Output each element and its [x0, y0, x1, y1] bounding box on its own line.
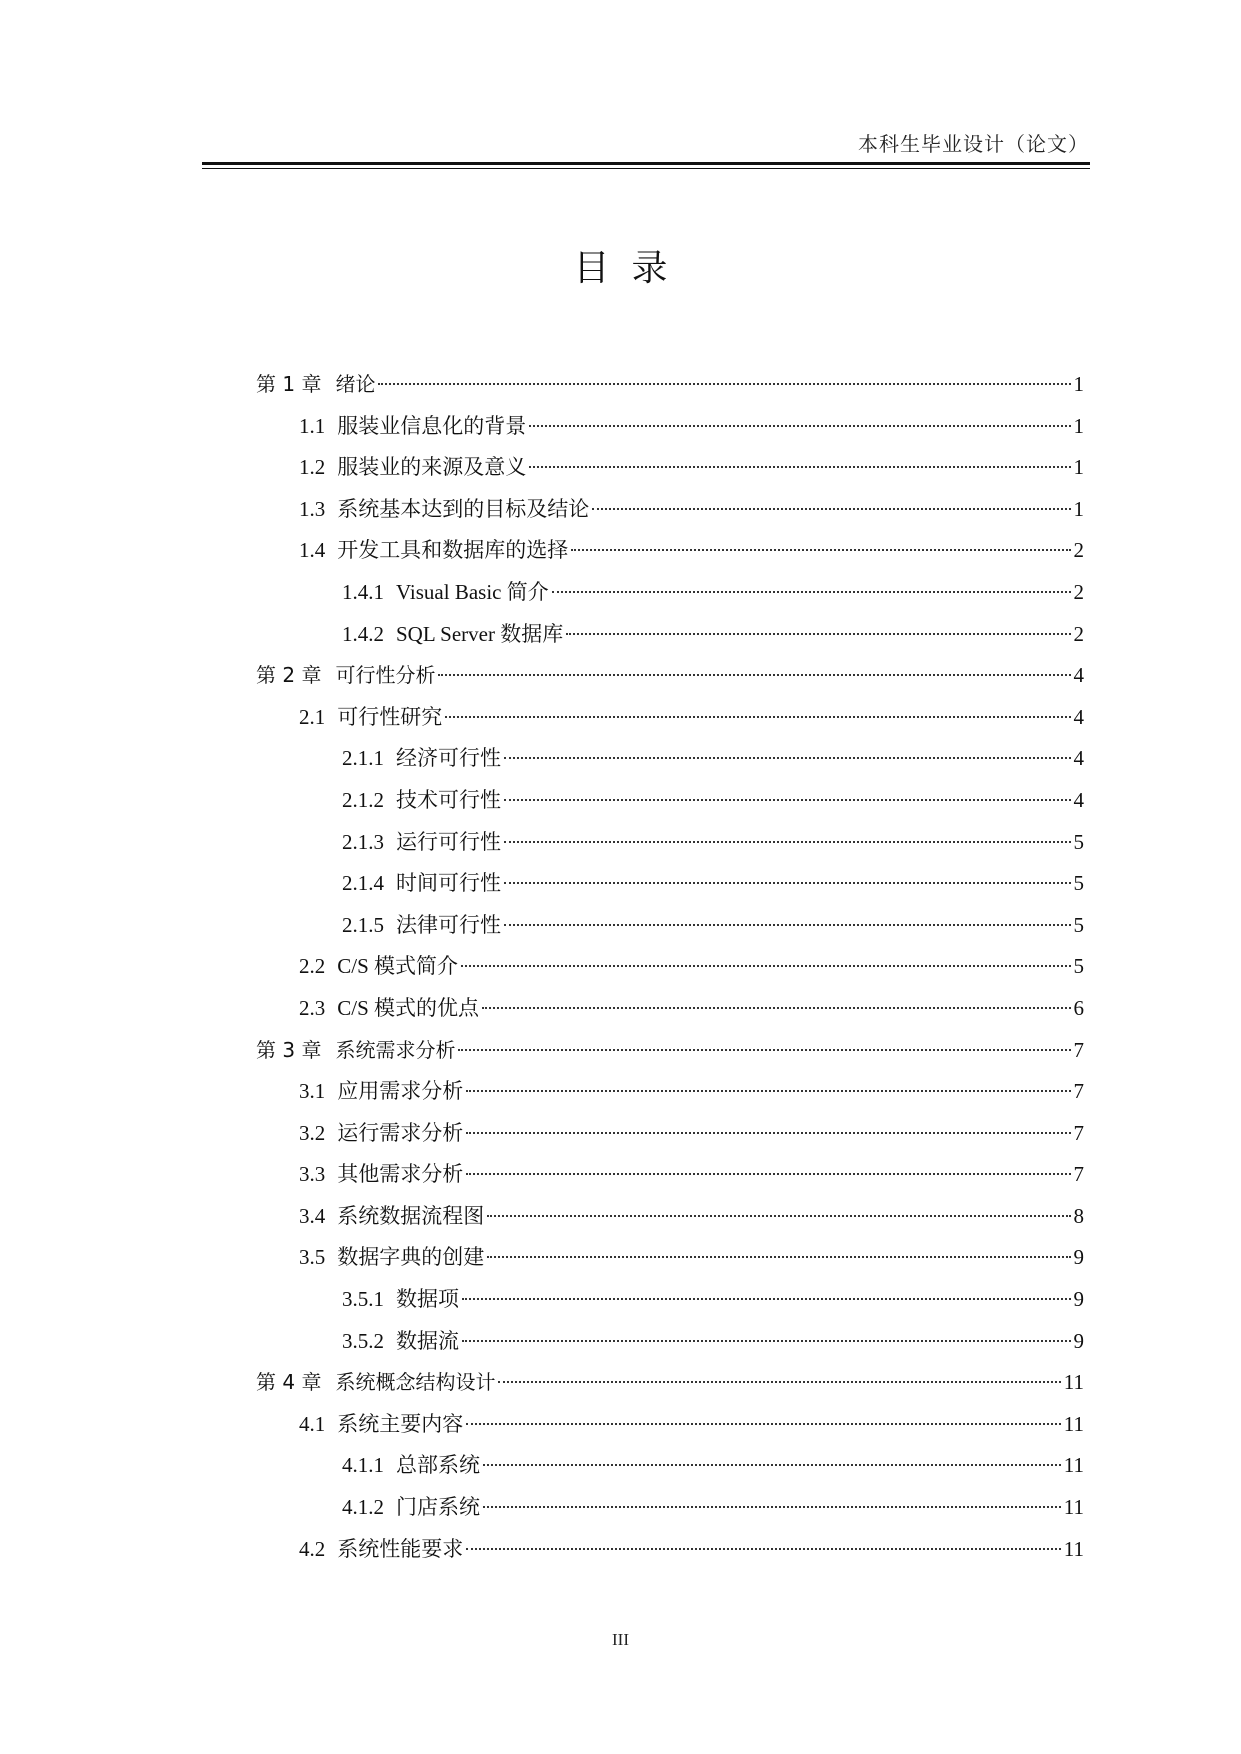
toc-section-entry[interactable] [256, 1071, 1084, 1113]
page-number: III [612, 1630, 629, 1649]
toc-subsection-entry[interactable] [256, 1321, 1084, 1363]
toc-entry-page: 1 [1073, 455, 1084, 480]
toc-entry-title: 应用需求分析 [337, 1079, 464, 1104]
toc-section-entry[interactable] [256, 1113, 1084, 1155]
toc-section-entry[interactable] [256, 447, 1084, 489]
toc-entry-number: 4.2 [299, 1536, 326, 1561]
toc-entry-number: 1.3 [299, 496, 326, 521]
toc-entry-title: 总部系统 [396, 1453, 480, 1478]
toc-entry-title: 时间可行性 [396, 871, 501, 896]
toc-entry-page: 7 [1073, 1037, 1084, 1062]
toc-leader-dots [592, 508, 1070, 510]
toc-section-entry[interactable] [256, 1154, 1084, 1196]
toc-leader-dots [529, 466, 1070, 468]
toc-entry-number: 2.1.1 [342, 746, 384, 771]
toc-entry-number: 2.1.4 [342, 871, 384, 896]
toc-subsection-entry[interactable] [256, 614, 1084, 656]
toc-leader-dots [378, 383, 1070, 385]
toc-entry-title: 可行性分析 [335, 663, 436, 688]
toc-entry-title: Visual Basic 简介 [396, 579, 549, 604]
header-rule-thick [202, 162, 1090, 165]
toc-entry-number: 第 1 章 [256, 372, 322, 396]
toc-entry-number: 1.2 [299, 455, 326, 480]
toc-entry-title: 开发工具和数据库的选择 [337, 538, 569, 563]
toc-section-entry[interactable] [256, 1237, 1084, 1279]
toc-entry-number: 2.1.3 [342, 829, 384, 854]
toc-entry-number: 3.5.1 [342, 1287, 384, 1312]
toc-subsection-entry[interactable] [256, 1445, 1084, 1487]
toc-entry-number: 第 3 章 [256, 1037, 322, 1062]
toc-leader-dots [504, 799, 1071, 801]
toc-entry-number: 2.2 [299, 954, 326, 979]
toc-entry-number: 3.1 [299, 1079, 326, 1104]
toc-entry-number: 4.1.2 [342, 1495, 384, 1520]
toc-entry-page: 7 [1073, 1120, 1084, 1145]
toc-entry-page: 9 [1073, 1328, 1084, 1353]
toc-section-entry[interactable] [256, 697, 1084, 739]
toc-section-entry[interactable] [256, 946, 1084, 988]
toc-subsection-entry[interactable] [256, 905, 1084, 947]
toc-leader-dots [487, 1215, 1070, 1217]
toc-subsection-entry[interactable] [256, 572, 1084, 614]
toc-leader-dots [571, 549, 1070, 551]
toc-entry-title: 系统需求分析 [335, 1037, 456, 1062]
toc-entry-title: 系统主要内容 [337, 1411, 464, 1436]
toc-leader-dots [504, 757, 1071, 759]
toc-section-entry[interactable] [256, 1529, 1084, 1571]
toc-entry-number: 3.5 [299, 1245, 326, 1270]
toc-entry-title: 系统性能要求 [337, 1536, 464, 1561]
toc-section-entry[interactable] [256, 1404, 1084, 1446]
toc-entry-title: 经济可行性 [396, 746, 501, 771]
toc-leader-dots [466, 1132, 1070, 1134]
toc-entry-number: 3.5.2 [342, 1328, 384, 1353]
toc-entry-page: 4 [1073, 704, 1084, 729]
toc-subsection-entry[interactable] [256, 863, 1084, 905]
toc-entry-page: 5 [1073, 954, 1084, 979]
toc-leader-dots [552, 591, 1071, 593]
toc-entry-number: 4.1.1 [342, 1453, 384, 1478]
toc-entry-page: 1 [1073, 372, 1084, 396]
toc-entry-page: 1 [1073, 413, 1084, 438]
toc-entry-title: 系统概念结构设计 [335, 1370, 496, 1395]
toc-entry-page: 11 [1063, 1453, 1084, 1478]
toc-chapter-entry[interactable] [256, 1030, 1084, 1072]
toc-subsection-entry[interactable] [256, 1279, 1084, 1321]
toc-leader-dots [458, 1049, 1070, 1051]
toc-chapter-entry[interactable] [256, 1362, 1084, 1404]
toc-leader-dots [498, 1381, 1060, 1383]
toc-entry-title: 法律可行性 [396, 912, 501, 937]
toc-leader-dots [466, 1173, 1070, 1175]
toc-entry-title: 门店系统 [396, 1495, 480, 1520]
toc-entry-page: 5 [1073, 912, 1084, 937]
toc-entry-number: 第 2 章 [256, 663, 322, 688]
toc-entry-page: 4 [1073, 787, 1084, 812]
toc-section-entry[interactable] [256, 988, 1084, 1030]
toc-leader-dots [462, 1298, 1071, 1300]
toc-entry-title: 数据项 [396, 1287, 459, 1312]
toc-entry-page: 4 [1073, 663, 1084, 688]
toc-chapter-entry[interactable] [256, 364, 1084, 406]
toc-entry-page: 11 [1063, 1370, 1084, 1395]
toc-entry-number: 3.4 [299, 1203, 326, 1228]
toc-leader-dots [529, 425, 1070, 427]
running-header: 本科生毕业设计（论文） [858, 134, 1089, 156]
toc-leader-dots [504, 882, 1071, 884]
toc-entry-page: 11 [1063, 1536, 1084, 1561]
toc-leader-dots [483, 1464, 1061, 1466]
toc-entry-page: 4 [1073, 746, 1084, 771]
toc-section-entry[interactable] [256, 1196, 1084, 1238]
toc-entry-page: 1 [1073, 496, 1084, 521]
toc-leader-dots [566, 633, 1070, 635]
toc-entry-title: 绪论 [335, 372, 376, 396]
toc-leader-dots [504, 841, 1071, 843]
toc-entry-title: 数据字典的创建 [337, 1245, 485, 1270]
toc-chapter-entry[interactable] [256, 655, 1084, 697]
toc-entry-number: 4.1 [299, 1411, 326, 1436]
toc-entry-title: 技术可行性 [396, 787, 501, 812]
toc-entry-number: 3.3 [299, 1162, 326, 1187]
toc-entry-title: 其他需求分析 [337, 1162, 464, 1187]
toc-entry-number: 1.4.2 [342, 621, 384, 646]
toc-entry-title: SQL Server 数据库 [396, 621, 564, 646]
toc-entry-page: 5 [1073, 829, 1084, 854]
toc-leader-dots [482, 1007, 1070, 1009]
toc-leader-dots [438, 674, 1070, 676]
toc-subsection-entry[interactable] [256, 780, 1084, 822]
toc-leader-dots [466, 1090, 1070, 1092]
toc-entry-title: 系统基本达到的目标及结论 [337, 496, 590, 521]
toc-entry-number: 1.4 [299, 538, 326, 563]
toc-entry-title: 服装业信息化的背景 [337, 413, 527, 438]
toc-entry-number: 2.1.2 [342, 787, 384, 812]
toc-entry-title: 运行可行性 [396, 829, 501, 854]
toc-leader-dots [445, 716, 1070, 718]
toc-entry-page: 5 [1073, 871, 1084, 896]
toc-entry-number: 1.1 [299, 413, 326, 438]
toc-entry-page: 11 [1063, 1495, 1084, 1520]
toc-leader-dots [462, 1340, 1071, 1342]
toc-entry-page: 8 [1073, 1203, 1084, 1228]
toc-leader-dots [487, 1256, 1070, 1258]
toc-section-entry[interactable] [256, 530, 1084, 572]
toc-subsection-entry[interactable] [256, 738, 1084, 780]
toc-entry-title: 运行需求分析 [337, 1120, 464, 1145]
toc-entry-title: 服装业的来源及意义 [337, 455, 527, 480]
toc-entry-page: 9 [1073, 1245, 1084, 1270]
toc-entry-page: 11 [1063, 1411, 1084, 1436]
toc-leader-dots [466, 1423, 1061, 1425]
toc-entry-page: 2 [1073, 579, 1084, 604]
header-rule-thin [202, 168, 1090, 169]
toc-section-entry[interactable] [256, 406, 1084, 448]
toc-entry-page: 2 [1073, 621, 1084, 646]
toc-entry-page: 7 [1073, 1162, 1084, 1187]
toc-subsection-entry[interactable] [256, 1487, 1084, 1529]
toc-entry-title: C/S 模式简介 [337, 954, 459, 979]
toc-entry-page: 9 [1073, 1287, 1084, 1312]
toc-title: 目录 [573, 248, 690, 289]
toc-entry-title: 可行性研究 [337, 704, 443, 729]
toc-entry-number: 2.1 [299, 704, 326, 729]
toc-section-entry[interactable] [256, 489, 1084, 531]
toc-entry-title: C/S 模式的优点 [337, 995, 480, 1020]
toc-entry-page: 7 [1073, 1079, 1084, 1104]
toc-leader-dots [466, 1548, 1061, 1550]
toc-entry-number: 第 4 章 [256, 1370, 322, 1395]
toc-entry-number: 2.3 [299, 995, 326, 1020]
toc-subsection-entry[interactable] [256, 822, 1084, 864]
table-of-contents [256, 364, 1084, 1570]
toc-entry-page: 2 [1073, 538, 1084, 563]
toc-entry-number: 1.4.1 [342, 579, 384, 604]
toc-entry-number: 2.1.5 [342, 912, 384, 937]
toc-leader-dots [461, 965, 1070, 967]
toc-leader-dots [504, 924, 1071, 926]
toc-entry-page: 6 [1073, 995, 1084, 1020]
toc-entry-number: 3.2 [299, 1120, 326, 1145]
toc-leader-dots [483, 1506, 1061, 1508]
toc-entry-title: 数据流 [396, 1328, 459, 1353]
toc-entry-title: 系统数据流程图 [337, 1203, 485, 1228]
